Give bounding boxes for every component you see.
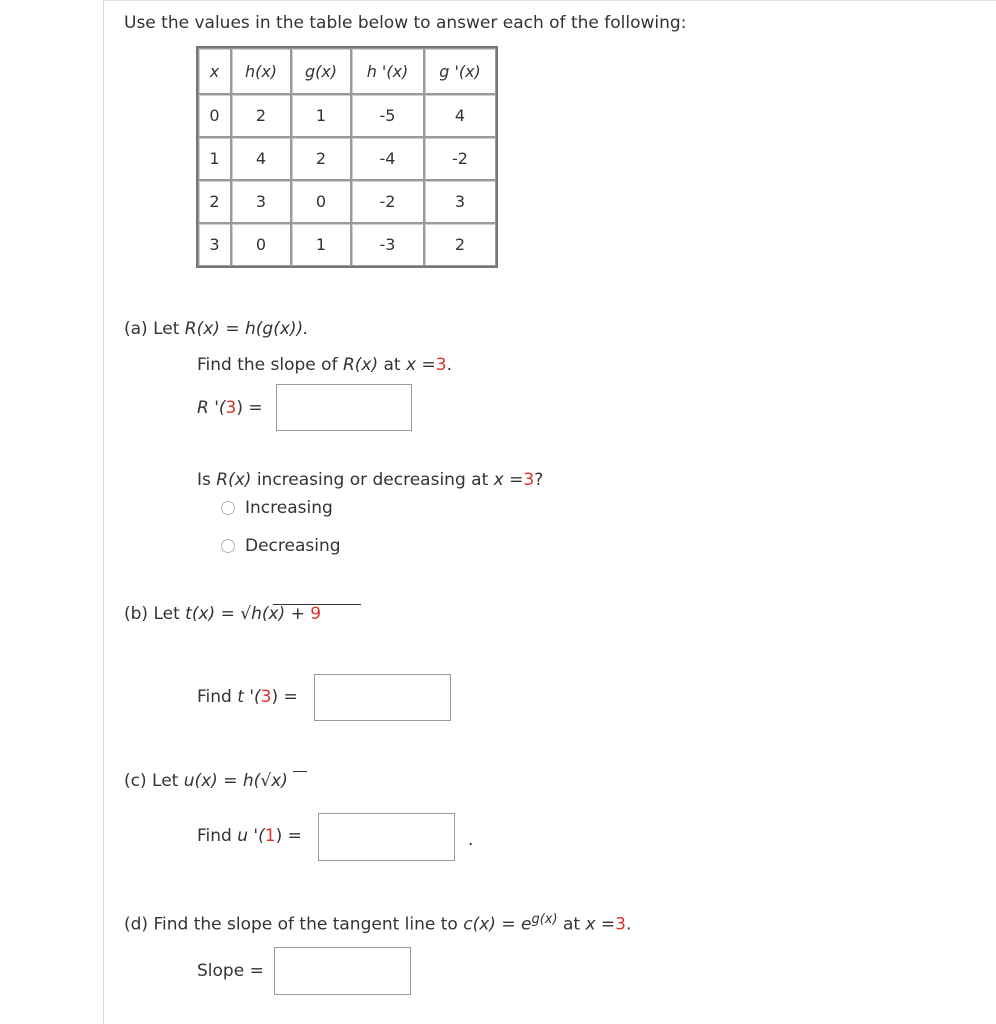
table-cell: 1 [198, 137, 231, 180]
part-c-answer-label [197, 825, 302, 847]
trailing-period: . [468, 830, 474, 850]
table-cell: 3 [198, 223, 231, 266]
table-cell: 1 [291, 223, 351, 266]
x-variable: x [585, 914, 596, 935]
answer-arg: 1 [264, 826, 276, 846]
table-cell: -2 [424, 137, 496, 180]
radio-increasing[interactable] [221, 501, 235, 515]
part-a-question [197, 469, 543, 491]
table-header-row [198, 48, 496, 94]
table-cell: -3 [351, 223, 424, 266]
part-a-definition [124, 318, 309, 340]
part-d-prompt: (d) Find the slope of the tangent line to [124, 914, 458, 935]
part-d-at: at [562, 914, 581, 935]
h-close: ) [281, 771, 288, 791]
part-a-label: (a) Let [124, 319, 180, 339]
equals-sign: = [509, 470, 524, 490]
constant: 9 [310, 604, 322, 624]
radicand: h(x) [251, 604, 286, 624]
part-b-answer-input[interactable] [314, 674, 451, 721]
part-b-fn: t(x) [185, 604, 216, 624]
x-variable: x [493, 470, 504, 490]
x-variable: x [406, 355, 417, 375]
answer-close: ) = [271, 687, 298, 707]
question-prefix: Is [197, 470, 211, 490]
part-c-label: (c) Let [124, 771, 179, 791]
answer-arg: 3 [225, 398, 237, 418]
part-b-answer-label [197, 686, 298, 708]
part-a-answer-input[interactable] [276, 384, 412, 431]
x-value: 3 [615, 914, 626, 935]
x-value: 3 [523, 470, 535, 490]
table-row [198, 180, 496, 223]
answer-fn: R '( [197, 398, 226, 418]
answer-close: ) = [275, 826, 302, 846]
part-c-definition [124, 770, 288, 792]
period: . [625, 914, 632, 935]
part-c-answer-input[interactable] [318, 813, 455, 861]
top-rule [103, 0, 996, 1]
part-d-text [124, 909, 631, 936]
question-text: increasing or decreasing at [256, 470, 489, 490]
prompt-at: at [383, 355, 401, 375]
equals-sign: = [421, 355, 436, 375]
table-cell: 2 [424, 223, 496, 266]
table-header-cell: x [198, 48, 231, 94]
part-a-fn: R(x) [184, 319, 220, 339]
slope-label: Slope = [197, 961, 264, 981]
equals-sign: = [225, 319, 240, 339]
part-b-definition [124, 603, 321, 625]
table-header-cell: g(x) [291, 48, 351, 94]
left-border [103, 0, 104, 1024]
radicand: x [271, 771, 282, 791]
find-text: Find [197, 826, 232, 846]
prompt-fn: R(x) [342, 355, 379, 375]
period: . [446, 355, 452, 375]
part-c-fn: u(x) [183, 771, 218, 791]
table-row [198, 137, 496, 180]
option-increasing-label[interactable]: Increasing [245, 498, 333, 518]
x-value: 3 [435, 355, 447, 375]
equals-sign: = [501, 914, 516, 935]
plus-sign: + [290, 604, 305, 624]
table-cell: 4 [424, 94, 496, 137]
h-open: h( [242, 771, 261, 791]
table-header-cell: h '(x) [351, 48, 424, 94]
sqrt-bar [293, 771, 307, 772]
answer-fn: u '( [237, 826, 265, 846]
table-cell: 3 [231, 180, 291, 223]
table-cell: -2 [351, 180, 424, 223]
part-d-fn: c(x) [463, 914, 496, 935]
exponent: g(x) [531, 912, 558, 927]
table-cell: -4 [351, 137, 424, 180]
part-b-label: (b) Let [124, 604, 180, 624]
sqrt-icon: √ [260, 771, 272, 791]
table-header-cell: h(x) [231, 48, 291, 94]
table-cell: 3 [424, 180, 496, 223]
table-cell: 0 [291, 180, 351, 223]
part-a-prompt [197, 354, 452, 376]
answer-arg: 3 [260, 687, 272, 707]
table-cell: 0 [231, 223, 291, 266]
exp-base: e [520, 914, 532, 935]
answer-close: ) = [236, 398, 263, 418]
sqrt-bar [273, 604, 361, 605]
table-cell: 2 [291, 137, 351, 180]
find-text: Find [197, 687, 232, 707]
table-cell: 2 [231, 94, 291, 137]
table-cell: 1 [291, 94, 351, 137]
radio-decreasing[interactable] [221, 539, 235, 553]
table-header-cell: g '(x) [424, 48, 496, 94]
equals-sign: = [220, 604, 235, 624]
part-a-answer-label [197, 397, 263, 419]
sqrt-icon: √ [240, 604, 252, 624]
prompt-text: Find the slope of [197, 355, 338, 375]
table-row [198, 223, 496, 266]
table-row [198, 94, 496, 137]
answer-fn: t '( [237, 687, 261, 707]
part-a-composition: h(g(x)). [245, 319, 309, 339]
table-cell: -5 [351, 94, 424, 137]
values-table [196, 46, 498, 268]
question-mark: ? [534, 470, 544, 490]
part-d-answer-input[interactable] [274, 947, 411, 995]
table-cell: 4 [231, 137, 291, 180]
intro-text: Use the values in the table below to answer each of the following: [124, 13, 687, 33]
table-cell: 0 [198, 94, 231, 137]
option-decreasing-label[interactable]: Decreasing [245, 536, 341, 556]
table-cell: 2 [198, 180, 231, 223]
question-fn: R(x) [216, 470, 252, 490]
equals-sign: = [223, 771, 238, 791]
equals-sign: = [600, 914, 616, 935]
